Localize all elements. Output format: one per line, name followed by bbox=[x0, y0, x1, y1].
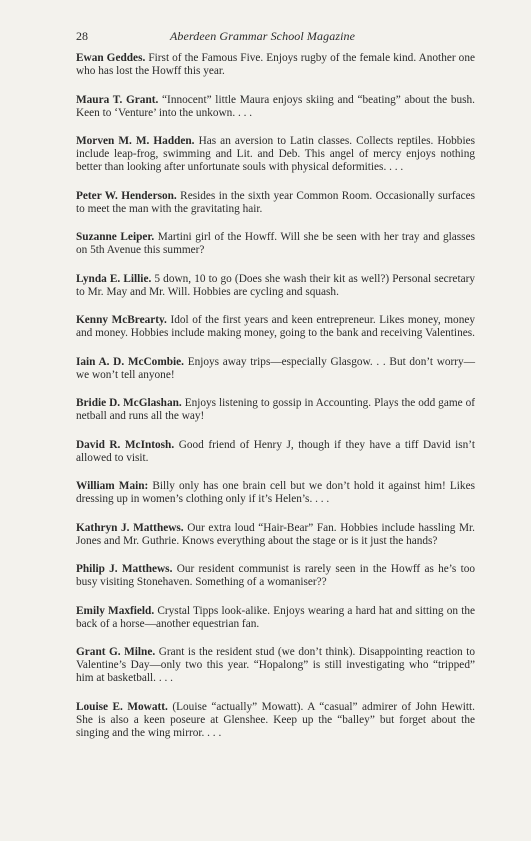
entry-text: Crystal Tipps look-alike. Enjoys wearing a hard hat and sitting on the back of a horse—another equestrian fan. bbox=[76, 604, 475, 630]
entry-text: Good friend of Henry J, though if they have a tiff David isn’t allowed to visit. bbox=[76, 438, 476, 464]
entry-paragraph bbox=[76, 231, 475, 257]
entry-text: Has an aversion to Latin classes. Collects reptiles. Hobbies include leap-frog, swimming and Lit. and Deb. This angel of mercy enjoys nothing better than looking after unfortunate souls with physical deformities. . . . bbox=[76, 135, 476, 173]
entry-name: Lynda E. Lillie. bbox=[76, 272, 152, 285]
entry-text: Resides in the sixth year Common Room. Occasionally surfaces to meet the man with the gravitating hair. bbox=[76, 189, 476, 215]
entry-paragraph bbox=[76, 356, 475, 382]
entry-paragraph bbox=[76, 605, 475, 631]
entry-text: Grant is the resident stud (we don’t think). Disappointing reaction to Valentine’s Day—only two this year. “Hopalong” is still investigating who “tripped” him at basketball. . . . bbox=[76, 646, 475, 684]
entry-name: Maura T. Grant. bbox=[76, 93, 159, 106]
entry-paragraph bbox=[76, 94, 475, 120]
entry-paragraph bbox=[76, 522, 475, 548]
entry-text: (Louise “actually” Mowatt). A “casual” admirer of John Hewitt. She is also a keen poseure at Glenshee. Keep up the “balley” but forget about the singing and the wing mirror. . . . bbox=[76, 700, 475, 739]
page-header bbox=[76, 28, 476, 44]
entry-name: Grant G. Milne. bbox=[76, 646, 156, 658]
entry-name: Ewan Geddes. bbox=[76, 52, 146, 64]
entry-name: William Main: bbox=[76, 480, 149, 492]
entry-paragraph bbox=[76, 397, 475, 423]
entry-paragraph bbox=[76, 135, 475, 174]
entry-name: Kenny McBrearty. bbox=[76, 314, 167, 326]
page-number: 28 bbox=[76, 29, 88, 43]
entry-name: Emily Maxfield. bbox=[76, 604, 155, 617]
entry-text: Idol of the first years and keen entrepreneur. Likes money, money and money. Hobbies include making money, going to the bank and receiving Valentines. bbox=[76, 314, 476, 339]
entry-text: Our extra loud “Hair-Bear” Fan. Hobbies include hassling Mr. Jones and Mr. Guthrie. Knows everything about the stage or is it just the hands? bbox=[76, 521, 475, 547]
entry-paragraph bbox=[76, 563, 475, 589]
entry-name: Suzanne Leiper. bbox=[76, 231, 155, 243]
entry-paragraph bbox=[76, 480, 475, 506]
entry-name: David R. McIntosh. bbox=[76, 438, 175, 451]
entry-paragraph bbox=[76, 439, 475, 465]
entry-name: Bridie D. McGlashan. bbox=[76, 397, 182, 409]
entry-name: Peter W. Henderson. bbox=[76, 189, 177, 202]
entry-text: “Innocent” little Maura enjoys skiing and “beating” about the bush. Keen to ‘Venture’ into the unkown. . . . bbox=[76, 93, 475, 119]
entry-name: Kathryn J. Matthews. bbox=[76, 521, 184, 534]
entry-paragraph bbox=[76, 701, 475, 740]
entry-text: 5 down, 10 to go (Does she wash their kit as well?) Personal secretary to Mr. May and Mr. Will. Hobbies are cycling and squash. bbox=[76, 272, 476, 298]
entry-paragraph bbox=[76, 190, 475, 216]
entry-text: Enjoys listening to gossip in Accounting. Plays the odd game of netball and runs all the way! bbox=[76, 397, 476, 422]
entry-text: Our resident communist is rarely seen in the Howff as he’s too busy visiting Stonehaven. Something of a womaniser?? bbox=[76, 563, 476, 588]
entry-list bbox=[76, 52, 475, 755]
entry-paragraph bbox=[76, 646, 475, 685]
entry-text: Billy only has one brain cell but we don’t hold it against him! Likes dressing up in women’s clothing only if it’s Helen’s. . . . bbox=[76, 480, 475, 505]
running-title: Aberdeen Grammar School Magazine bbox=[170, 29, 356, 43]
entry-text: First of the Famous Five. Enjoys rugby of the female kind. Another one who has lost the Howff this year. bbox=[76, 52, 475, 77]
entry-name: Louise E. Mowatt. bbox=[76, 700, 168, 713]
entry-name: Iain A. D. McCombie. bbox=[76, 355, 184, 368]
entry-paragraph bbox=[76, 314, 475, 340]
entry-text: Enjoys away trips—especially Glasgow. . . But don’t worry—we won’t tell anyone! bbox=[76, 355, 476, 381]
entry-text: Martini girl of the Howff. Will she be seen with her tray and glasses on 5th Avenue this summer? bbox=[76, 231, 475, 256]
entry-name: Philip J. Matthews. bbox=[76, 563, 173, 575]
entry-paragraph bbox=[76, 52, 475, 78]
entry-paragraph bbox=[76, 273, 475, 299]
entry-name: Morven M. M. Hadden. bbox=[76, 135, 195, 147]
